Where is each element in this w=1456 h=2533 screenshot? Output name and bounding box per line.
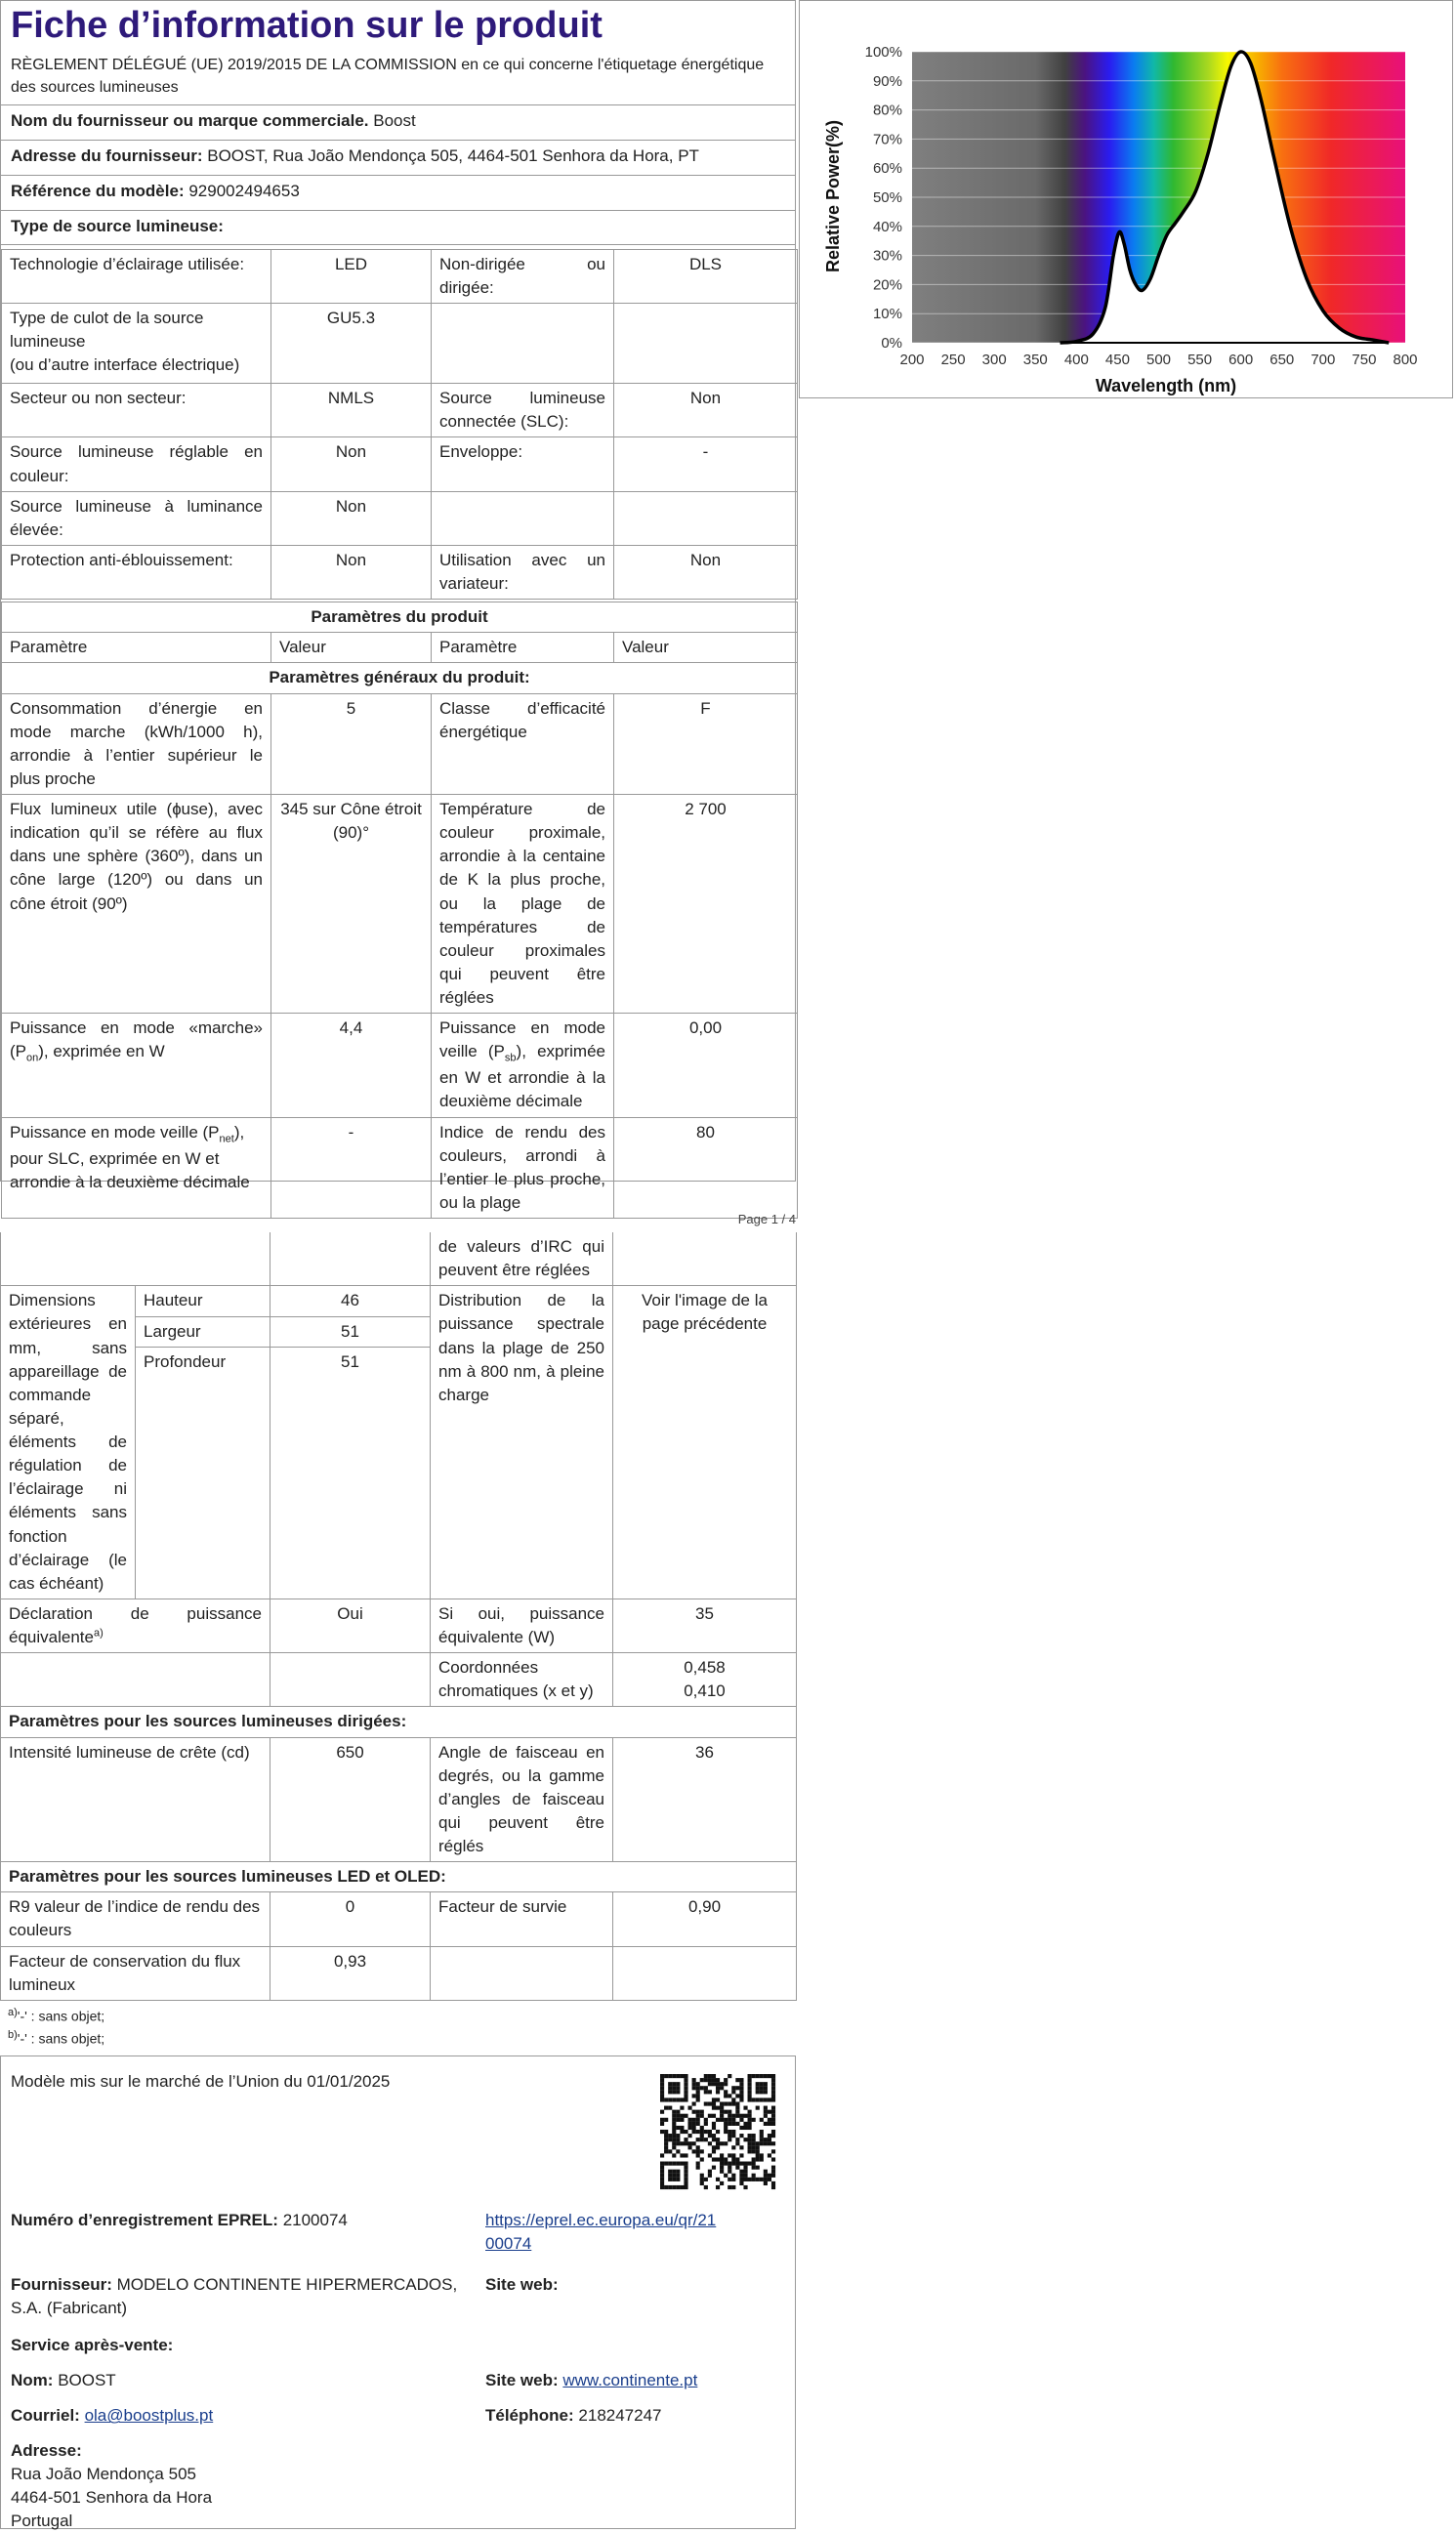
x-tick-label: 650 [1269,352,1295,368]
empty-cell [614,304,798,384]
maint-label: Facteur de conservation du flux lumineux [1,1946,270,2000]
mains-value: NMLS [271,384,432,437]
y-tick-label: 10% [872,306,902,323]
empty-cell [270,1232,431,1286]
cct-value: 2 700 [614,795,798,1014]
luminance-value: Non [271,491,432,545]
y-tick-label: 40% [872,218,902,235]
email-link[interactable]: ola@boostplus.pt [84,2406,214,2426]
equiv-power-value: 35 [613,1599,797,1652]
y-tick-label: 70% [872,131,902,148]
phone-row [485,2404,662,2428]
x-tick-labels [899,352,1417,368]
footer-box [0,2055,796,2529]
product-params-table [1,602,798,1219]
connected-value: Non [614,384,798,437]
x-tick-label: 200 [899,352,925,368]
led-params-heading: Paramètres pour les sources lumineuses LED et OLED: [1,1862,797,1892]
x-tick-label: 750 [1352,352,1377,368]
eprel-row [11,2209,348,2232]
address-block [11,2439,212,2532]
website-label: Site web: [485,2275,559,2295]
model-ref-value: 929002494653 [188,181,300,200]
psb-value: 0,00 [614,1014,798,1117]
chroma-y: 0,410 [684,1682,726,1701]
supplier-name-label: Nom du fournisseur ou marque commerciale. [11,110,369,130]
depth-label: Profondeur [136,1348,270,1599]
page-title: Fiche d’information sur le produit [11,5,603,46]
supplier-address-label: Adresse du fournisseur: [11,145,203,165]
qr-code[interactable] [660,2074,775,2189]
pnet-label: Puissance en mode veille $(P_{net})$, pour SLC, exprimée en W et arrondie à la deuxième décimale [2,1117,271,1219]
spd-label: Distribution de la puissance spectrale dans la plage de 250 nm à 800 nm, à pleine charge [431,1286,613,1599]
product-params-heading: Paramètres du produit [2,602,798,633]
class-value: F [614,693,798,795]
y-tick-label: 90% [872,72,902,90]
cap-label-2: (ou d’autre interface électrique) [10,355,240,375]
col-param-header: Paramètre [432,633,614,663]
address-line-1: Rua João Mendonça 505 [11,2465,196,2484]
col-value-header: Valeur [614,633,798,663]
empty-cell [614,491,798,545]
name-label: Nom: [11,2371,54,2390]
width-value: 51 [270,1316,431,1348]
glare-label: Protection anti-éblouissement: [2,545,271,599]
x-tick-label: 250 [940,352,966,368]
dimmer-value: Non [614,545,798,599]
tech-value: LED [271,249,432,303]
page-number: Page 1 / 4 [737,1212,796,1226]
spd-value: Voir l'image de la page précédente [613,1286,797,1599]
x-tick-label: 300 [981,352,1007,368]
y-tick-label: 30% [872,247,902,265]
spectrum-chart-svg [800,1,1454,399]
supplier-address-row [1,140,795,175]
psb-label: Puissance en mode veille $(P_{sb})$, exprimée en W et arrondie à la deuxième décimale [432,1014,614,1117]
flux-label: Flux lumineux utile (ɸuse), avec indication qu’il se réfère au flux dans une sphère (360º), dans un cône large (120º) ou dans un cône étroit (90º) [2,795,271,1014]
y-tick-label: 100% [864,44,902,61]
regulation-text: RÈGLEMENT DÉLÉGUÉ (UE) 2019/2015 DE LA COMMISSION en ce qui concerne l'étiquetage énergétique des sources lumineuses [11,56,765,96]
source-type-table [1,249,798,600]
r9-value: 0 [270,1892,431,1946]
supplier-address-value: BOOST, Rua João Mendonça 505, 4464-501 Senhora da Hora, PT [207,145,699,165]
col-value-header: Valeur [271,633,432,663]
page-2 [0,1232,796,2529]
model-ref-label: Référence du modèle: [11,181,185,200]
empty-cell [431,1946,613,2000]
tech-label: Technologie d’éclairage utilisée: [2,249,271,303]
envelope-label: Enveloppe: [432,437,614,491]
equiv-decl-value: Oui [270,1599,431,1652]
y-tick-label: 20% [872,276,902,294]
depth-value: 51 [270,1348,431,1599]
empty-cell [432,491,614,545]
pnet-value: - [271,1117,432,1219]
name-value: BOOST [58,2371,116,2390]
eprel-value: 2100074 [282,2211,348,2230]
chroma-label: Coordonnées chromatiques (x et y) [431,1653,613,1707]
eprel-link-line-2[interactable]: 00074 [485,2234,532,2254]
y-tick-label: 80% [872,102,902,119]
luminance-label: Source lumineuse à luminance élevée: [2,491,271,545]
x-tick-label: 700 [1310,352,1336,368]
page-1 [0,0,796,1212]
service-label: Service après-vente: [11,2336,174,2355]
eprel-link-line-1[interactable]: https://eprel.ec.europa.eu/qr/21 [485,2211,717,2230]
website2-row [485,2369,697,2392]
x-tick-label: 550 [1187,352,1213,368]
survival-value: 0,90 [613,1892,797,1946]
beam-value: 36 [613,1737,797,1862]
supplier-label: Fournisseur: [11,2275,112,2295]
spectrum-chart [799,0,1453,398]
chroma-x: 0,458 [684,1658,726,1678]
continuation-table [0,1232,797,2001]
email-label: Courriel: [11,2406,80,2426]
equiv-decl-label: Déclaration de puissance équivalente$^{a)}$ [1,1599,270,1652]
x-tick-label: 500 [1145,352,1172,368]
address-line-2: 4464-501 Senhora da Hora [11,2488,213,2508]
source-type-heading: Type de source lumineuse: [1,210,795,245]
flux-value: 345 sur Cône étroit (90)° [271,795,432,1014]
cap-label-cell [2,304,271,384]
y-tick-label: 0% [881,335,902,352]
pon-value: 4,4 [271,1014,432,1117]
dimensions-label: Dimensions extérieures en mm, sans appareillage de commande séparé, éléments de régulation de l’éclairage ni éléments sans fonction d’éclairage (le cas échéant) [1,1286,136,1599]
website2-link[interactable]: www.continente.pt [562,2371,698,2390]
r9-label: R9 valeur de l’indice de rendu des couleurs [1,1892,270,1946]
class-label: Classe d’efficacité énergétique [432,693,614,795]
x-tick-label: 350 [1022,352,1048,368]
empty-cell [1,1232,270,1286]
maint-value: 0,93 [270,1946,431,2000]
empty-cell [1,1653,270,1707]
glare-value: Non [271,545,432,599]
market-text: Modèle mis sur le marché de l’Union du 01/01/2025 [11,2072,391,2092]
envelope-value: - [614,437,798,491]
model-ref-row [1,175,795,210]
equiv-power-label: Si oui, puissance équivalente (W) [431,1599,613,1652]
supplier-row [11,2273,470,2320]
footnotes [0,2001,796,2055]
phone-label: Téléphone: [485,2406,574,2426]
chroma-value [613,1653,797,1707]
y-tick-label: 50% [872,189,902,206]
address-line-3: Portugal [11,2511,73,2530]
footnote-b: $^{b)}$'-' : sans objet; [8,2029,105,2047]
eprel-label: Numéro d’enregistrement EPREL: [11,2211,278,2230]
address-label: Adresse: [11,2441,82,2461]
name-row [11,2369,116,2392]
width-label: Largeur [136,1316,270,1348]
x-tick-label: 400 [1063,352,1089,368]
dimmer-label: Utilisation avec un variateur: [432,545,614,599]
empty-cell [613,1232,797,1286]
cri-value: 80 [614,1117,798,1219]
connected-label: Source lumineuse connectée (SLC): [432,384,614,437]
energy-value: 5 [271,693,432,795]
empty-cell [613,1946,797,2000]
mains-label: Secteur ou non secteur: [2,384,271,437]
directional-params-heading: Paramètres pour les sources lumineuses dirigées: [1,1707,797,1737]
y-tick-labels [865,44,902,352]
x-tick-label: 800 [1393,352,1418,368]
peak-value: 650 [270,1737,431,1862]
pon-label: Puissance en mode «marche» $(P_{on})$, exprimée en W [2,1014,271,1117]
height-label: Hauteur [136,1286,270,1317]
directional-label: Non-dirigée ou dirigée: [432,249,614,303]
supplier-name-value: Boost [373,110,416,130]
col-param-header: Paramètre [2,633,271,663]
cri-label: Indice de rendu des couleurs, arrondi à l’entier le plus proche, ou la plage [432,1117,614,1219]
height-value: 46 [270,1286,431,1317]
website2-label: Site web: [485,2371,559,2390]
cap-value: GU5.3 [271,304,432,384]
x-tick-label: 450 [1104,352,1130,368]
phone-value: 218247247 [578,2406,662,2426]
energy-label: Consommation d’énergie en mode marche (kWh/1000 h), arrondie à l’entier supérieur le plus proche [2,693,271,795]
eprel-link[interactable] [485,2209,716,2256]
supplier-name-row [1,104,795,140]
empty-cell [432,304,614,384]
cri-label-cont: de valeurs d’IRC qui peuvent être réglées [431,1232,613,1286]
y-axis-label: Relative Power(%) [823,119,843,273]
cct-label: Température de couleur proximale, arrondie à la centaine de K la plus proche, ou la plage de températures de couleur proximales qui peuvent être réglées [432,795,614,1014]
colour-label: Source lumineuse réglable en couleur: [2,437,271,491]
x-tick-label: 600 [1228,352,1254,368]
y-tick-label: 60% [872,160,902,178]
survival-label: Facteur de survie [431,1892,613,1946]
supplier-value: MODELO CONTINENTE HIPERMERCADOS, S.A. (Fabricant) [11,2275,458,2318]
directional-value: DLS [614,249,798,303]
footnote-a: $^{a)}$'-' : sans objet; [8,2006,105,2024]
colour-value: Non [271,437,432,491]
beam-label: Angle de faisceau en degrés, ou la gamme d’angles de faisceau qui peuvent être réglés [431,1737,613,1862]
empty-cell [270,1653,431,1707]
general-params-heading: Paramètres généraux du produit: [2,663,798,693]
peak-label: Intensité lumineuse de crête (cd) [1,1737,270,1862]
cap-label: Type de culot de la source lumineuse [10,309,204,352]
x-axis-label: Wavelength (nm) [1095,376,1237,395]
email-row [11,2404,213,2428]
